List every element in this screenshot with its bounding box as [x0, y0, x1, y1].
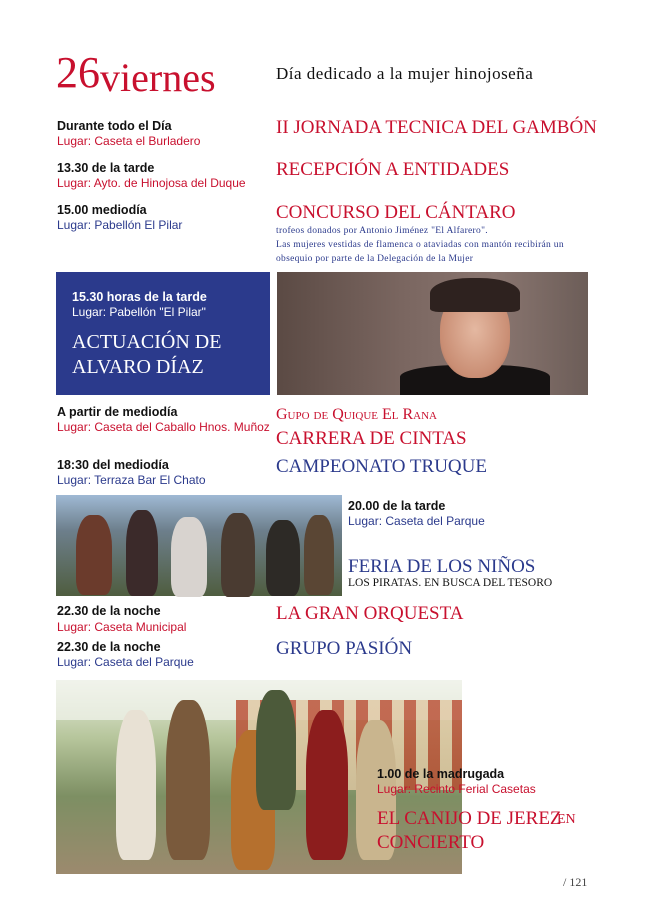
- event-title: CONCURSO DEL CÁNTARO: [276, 202, 516, 223]
- event-place: Lugar: Pabellón "El Pilar": [72, 305, 206, 319]
- event-time: 13.30 de la tarde: [57, 161, 155, 175]
- event-title: II JORNADA TECNICA DEL GAMBÓN: [276, 117, 597, 138]
- day-subtitle: Día dedicado a la mujer hinojoseña: [276, 64, 534, 83]
- event-place: Lugar: Pabellón El Pilar: [57, 218, 183, 232]
- event-title-line1: Gupo de Quique El Rana: [276, 406, 437, 423]
- event-time: 15.00 mediodía: [57, 203, 147, 217]
- artist-photo-hair: [430, 278, 520, 312]
- event-title-line2: ALVARO DÍAZ: [72, 356, 204, 378]
- event-note: trofeos donados por Antonio Jiménez "El Alfarero".: [276, 226, 488, 236]
- page-number: / 121: [563, 875, 588, 889]
- event-title: CAMPEONATO TRUQUE: [276, 456, 487, 477]
- event-time: 15.30 horas de la tarde: [72, 290, 207, 304]
- event-time: 1.00 de la madrugada: [377, 767, 505, 781]
- event-time: 18:30 del mediodía: [57, 458, 169, 472]
- event-title: LA GRAN ORQUESTA: [276, 603, 464, 624]
- event-title-line1: EL CANIJO DE JEREZ: [377, 808, 562, 829]
- event-title: GRUPO PASIÓN: [276, 638, 413, 659]
- event-place: Lugar: Caseta Municipal: [57, 620, 187, 634]
- event-place: Lugar: Caseta el Burladero: [57, 134, 201, 148]
- event-time: Durante todo el Día: [57, 119, 172, 133]
- event-time: A partir de mediodía: [57, 405, 178, 419]
- event-time: 22.30 de la noche: [57, 640, 161, 654]
- event-title: RECEPCIÓN A ENTIDADES: [276, 159, 510, 180]
- event-title-line2: CONCIERTO: [377, 832, 485, 853]
- event-title-suffix: EN: [557, 812, 576, 827]
- event-place: Lugar: Caseta del Parque: [348, 514, 485, 528]
- event-place: Lugar: Recinto Ferial Casetas: [377, 782, 536, 796]
- event-title-line2: CARRERA DE CINTAS: [276, 428, 467, 449]
- event-place: Lugar: Caseta del Caballo Hnos. Muñoz: [57, 420, 270, 434]
- event-place: Lugar: Terraza Bar El Chato: [57, 473, 206, 487]
- event-place: Lugar: Caseta del Parque: [57, 655, 194, 669]
- day-number: 26: [56, 48, 100, 97]
- event-note: LOS PIRATAS. EN BUSCA DEL TESORO: [348, 577, 553, 589]
- pirates-photo: [56, 495, 342, 596]
- event-title: FERIA DE LOS NIÑOS: [348, 556, 536, 577]
- event-time: 20.00 de la tarde: [348, 499, 446, 513]
- day-name: viernes: [100, 55, 216, 100]
- event-note: Las mujeres vestidas de flamenca o ataviadas con mantón recibirán un: [276, 240, 564, 250]
- event-time: 22.30 de la noche: [57, 604, 161, 618]
- event-title-line1: ACTUACIÓN DE: [72, 331, 222, 353]
- event-note: obsequio por parte de la Delegación de la Mujer: [276, 254, 474, 264]
- event-place: Lugar: Ayto. de Hinojosa del Duque: [57, 176, 246, 190]
